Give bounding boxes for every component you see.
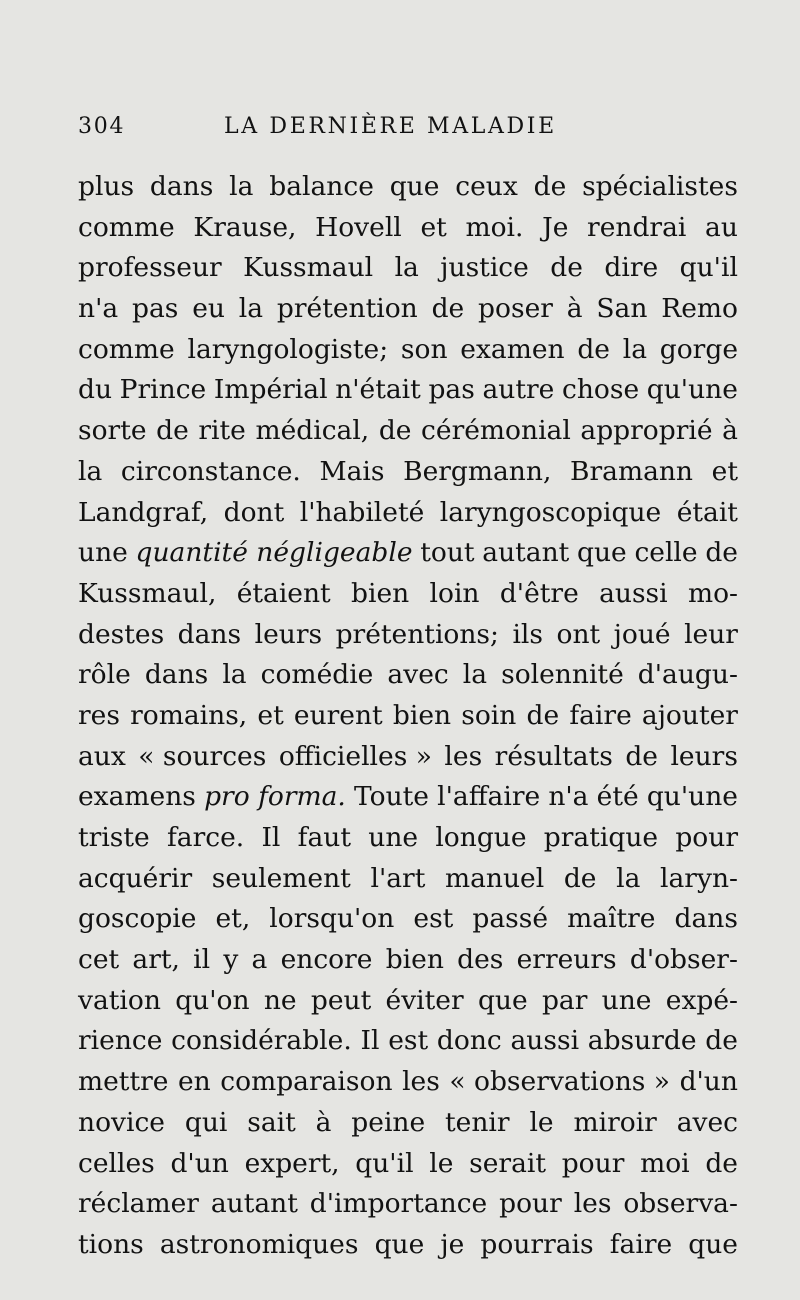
word: Il [261,822,281,853]
word: pour [561,1147,625,1179]
text-line [78,940,738,981]
word: pourrais [480,1228,594,1260]
word: comparaison [220,1066,393,1098]
word: qu'une [646,374,738,406]
word: examens [78,781,196,813]
text-line [78,411,738,452]
text-line [78,1225,738,1266]
word: erreurs [516,944,617,976]
word: eu [192,293,225,325]
word: faire [569,699,632,731]
word: leurs [670,740,738,772]
word: triste [78,822,150,853]
word: encore [280,944,373,976]
word: de [705,1147,738,1179]
word: goscopie [78,903,197,935]
word: de [705,1025,738,1057]
word: n'a [78,293,119,325]
word: est [413,903,454,935]
word: réclamer [78,1188,199,1220]
word: n'était [335,374,421,406]
word: aussi [599,577,668,609]
word: eurent [293,699,383,731]
word: ne [263,984,297,1016]
word: moi [640,1147,690,1179]
page-number: 304 [78,114,126,139]
word: et, [215,903,251,935]
word: pour [675,822,738,853]
word: d'être [499,577,579,609]
text-line [78,859,738,900]
word: laryngologiste; [187,333,389,365]
word: farce. [166,822,245,853]
word: astronomiques [159,1228,359,1260]
word: de [563,862,597,894]
text-line [78,452,738,493]
word: autant [210,1188,298,1220]
word: la [238,293,264,325]
word: les [444,740,483,772]
word: pas [428,374,475,406]
word: les [573,1188,612,1220]
word: le [429,1147,454,1179]
text-line [78,1062,738,1103]
word: l'habileté [299,496,425,528]
word: moi. [465,211,524,243]
word: à [566,293,583,325]
word: dans [674,903,738,935]
word: que [389,171,440,202]
word: y [223,944,239,976]
word: qu'une [646,781,738,813]
word: novice [78,1106,165,1138]
word: je [440,1228,465,1260]
word: une [601,984,652,1016]
word: de [577,333,610,365]
word: serait [469,1147,547,1179]
word: de [533,171,567,202]
word: loin [429,577,480,609]
word: passé [472,903,549,935]
text-line [78,1103,738,1144]
word: a [251,944,268,976]
italic-phrase: quantité négligeable [135,537,413,569]
word: considérable. [171,1025,352,1057]
word: lorsqu'on [269,903,395,935]
word: rite [198,415,246,447]
word: dans [149,171,214,202]
word: que [374,1228,425,1260]
word: tout [420,537,475,569]
word: aux [78,740,126,772]
word: son [400,333,448,365]
word: manuel [444,862,545,894]
word: balance [269,171,374,202]
word: de [625,740,658,772]
word: leur [684,618,738,650]
word: faut [297,822,351,853]
text-line [78,330,738,371]
word: étaient [236,577,331,609]
word: pour [499,1188,562,1220]
word: res [78,699,120,731]
word: et [257,699,284,731]
word: faire [609,1228,673,1260]
word: de [156,415,189,447]
word: spécialistes [582,171,738,202]
word: dans [144,659,209,691]
word: la [78,455,103,487]
word: n'a [548,781,589,813]
word: à [315,1106,332,1138]
word: professeur [78,252,222,284]
word: est [388,1025,429,1057]
word: au [705,211,738,243]
word: approprié [580,415,713,447]
text-line [78,615,738,656]
word: art, [132,944,180,976]
word: Toute [354,781,429,813]
word: la [622,333,648,365]
word: bien [351,577,410,609]
text-line [78,737,738,778]
word: d'obser- [629,944,738,976]
word: circonstance. [120,455,301,487]
word: avec [676,1106,738,1138]
word: résultats [494,740,613,772]
word: la [616,862,641,894]
word: qu'il [679,252,738,284]
word: peine [351,1106,426,1138]
word: comédie [260,659,374,691]
text-line [78,899,738,940]
word: la [222,659,247,691]
word: peut [310,984,372,1016]
text-line [78,981,738,1022]
word: bien [385,944,444,976]
word: Mais [319,455,385,487]
word: à [722,415,738,447]
word: cet [78,944,120,976]
word: soin [461,699,517,731]
word: Impérial [213,374,328,406]
word: éviter [385,984,464,1016]
word: acquérir [78,862,193,894]
text-line [78,493,738,534]
word: San [596,293,648,325]
word: Je [542,211,569,243]
word: le [529,1106,554,1138]
word: rôle [78,659,131,691]
word: sorte [78,415,147,447]
word: longue [435,822,527,853]
word: pas [131,293,179,325]
word: sait [247,1106,296,1138]
word: en [178,1066,211,1098]
word: ont [556,618,601,650]
word: la [462,659,488,691]
text-line [78,533,738,574]
word: ils [512,618,544,650]
word: dire [604,252,659,284]
text-line [78,208,738,249]
word: romains, [130,699,248,731]
word: Il [360,1025,380,1057]
word: l'art [370,862,426,894]
word: les [402,1066,440,1098]
text-line [78,1021,738,1062]
word: Bramann [570,455,694,487]
word: plus [78,171,135,202]
word: de [378,415,412,447]
word: Bergmann, [403,455,552,487]
word: qu'on [175,984,250,1016]
text-line [78,167,738,208]
word: rendrai [587,211,687,243]
word: ajouter [641,699,738,731]
word: mettre [78,1066,169,1098]
word: Prince [119,374,207,406]
word: que [688,1228,738,1260]
word: il [193,944,211,976]
word: « sources [138,740,267,772]
word: gorge [659,333,738,365]
word: rience [78,1025,163,1057]
word: solennité [501,659,624,691]
word: prétention [276,293,418,325]
word: laryn- [660,862,738,894]
word: une [78,537,128,569]
text-line [78,818,738,859]
page-header [78,114,738,148]
word: tenir [445,1106,510,1138]
word: l'affaire [437,781,541,813]
word: dans [177,618,242,650]
word: joué [613,618,671,650]
word: d'importance [309,1188,488,1220]
word: donc [436,1025,502,1057]
word: la [229,171,254,202]
word: aussi [510,1025,580,1057]
word: comme [78,211,175,243]
text-line [78,1144,738,1185]
word: d'un [679,1066,738,1098]
word: était [676,496,738,528]
body-text [78,167,738,1266]
word: comme [78,333,175,365]
word: du [78,374,113,406]
word: absurde [587,1025,697,1057]
text-line [78,1184,738,1225]
word: celle [634,537,698,569]
word: mo- [687,577,738,609]
word: vation [78,984,161,1016]
text-line [78,777,738,818]
word: leurs [254,618,323,650]
word: expé- [665,984,738,1016]
word: maître [567,903,656,935]
word: Krause, [193,211,297,243]
word: autant [482,537,570,569]
italic-phrase: pro forma. [204,781,346,813]
word: et [711,455,738,487]
word: observa- [623,1188,738,1220]
word: expert, [244,1147,340,1179]
word: cérémonial [421,415,571,447]
word: d'augu- [637,659,738,691]
word: Remo [661,293,738,325]
text-line [78,655,738,696]
word: prétentions; [335,618,499,650]
text-line [78,696,738,737]
word: d'un [170,1147,229,1179]
word: de [705,537,738,569]
word: de [431,293,465,325]
word: Kussmaul [243,252,374,284]
word: été [596,781,639,813]
word: ceux [455,171,518,202]
word: laryngoscopique [439,496,662,528]
word: justice [440,252,529,284]
word: de [550,252,583,284]
word: que [577,537,627,569]
text-line [78,289,738,330]
word: des [457,944,504,976]
word: qui [184,1106,228,1138]
word: officielles » [278,740,432,772]
word: médical, [255,415,370,447]
word: Kussmaul, [78,577,217,609]
text-line [78,370,738,411]
word: dont [223,496,285,528]
word: miroir [573,1106,657,1138]
word: Hovell [315,211,402,243]
running-title: LA DERNIÈRE MALADIE [224,114,557,139]
word: autre [482,374,555,406]
word: avec [387,659,449,691]
text-line [78,574,738,615]
word: « observations » [449,1066,671,1098]
word: examen [460,333,565,365]
word: de [526,699,560,731]
word: par [541,984,588,1016]
word: pratique [543,822,659,853]
word: la [394,252,419,284]
word: poser [478,293,553,325]
word: que [477,984,528,1016]
word: bien [392,699,452,731]
word: chose [561,374,640,406]
word: seulement [211,862,351,894]
word: qu'il [355,1147,414,1179]
word: tions [78,1228,144,1260]
word: et [420,211,447,243]
word: destes [78,618,165,650]
text-line [78,248,738,289]
word: une [368,822,419,853]
word: celles [78,1147,155,1179]
word: Landgraf, [78,496,209,528]
